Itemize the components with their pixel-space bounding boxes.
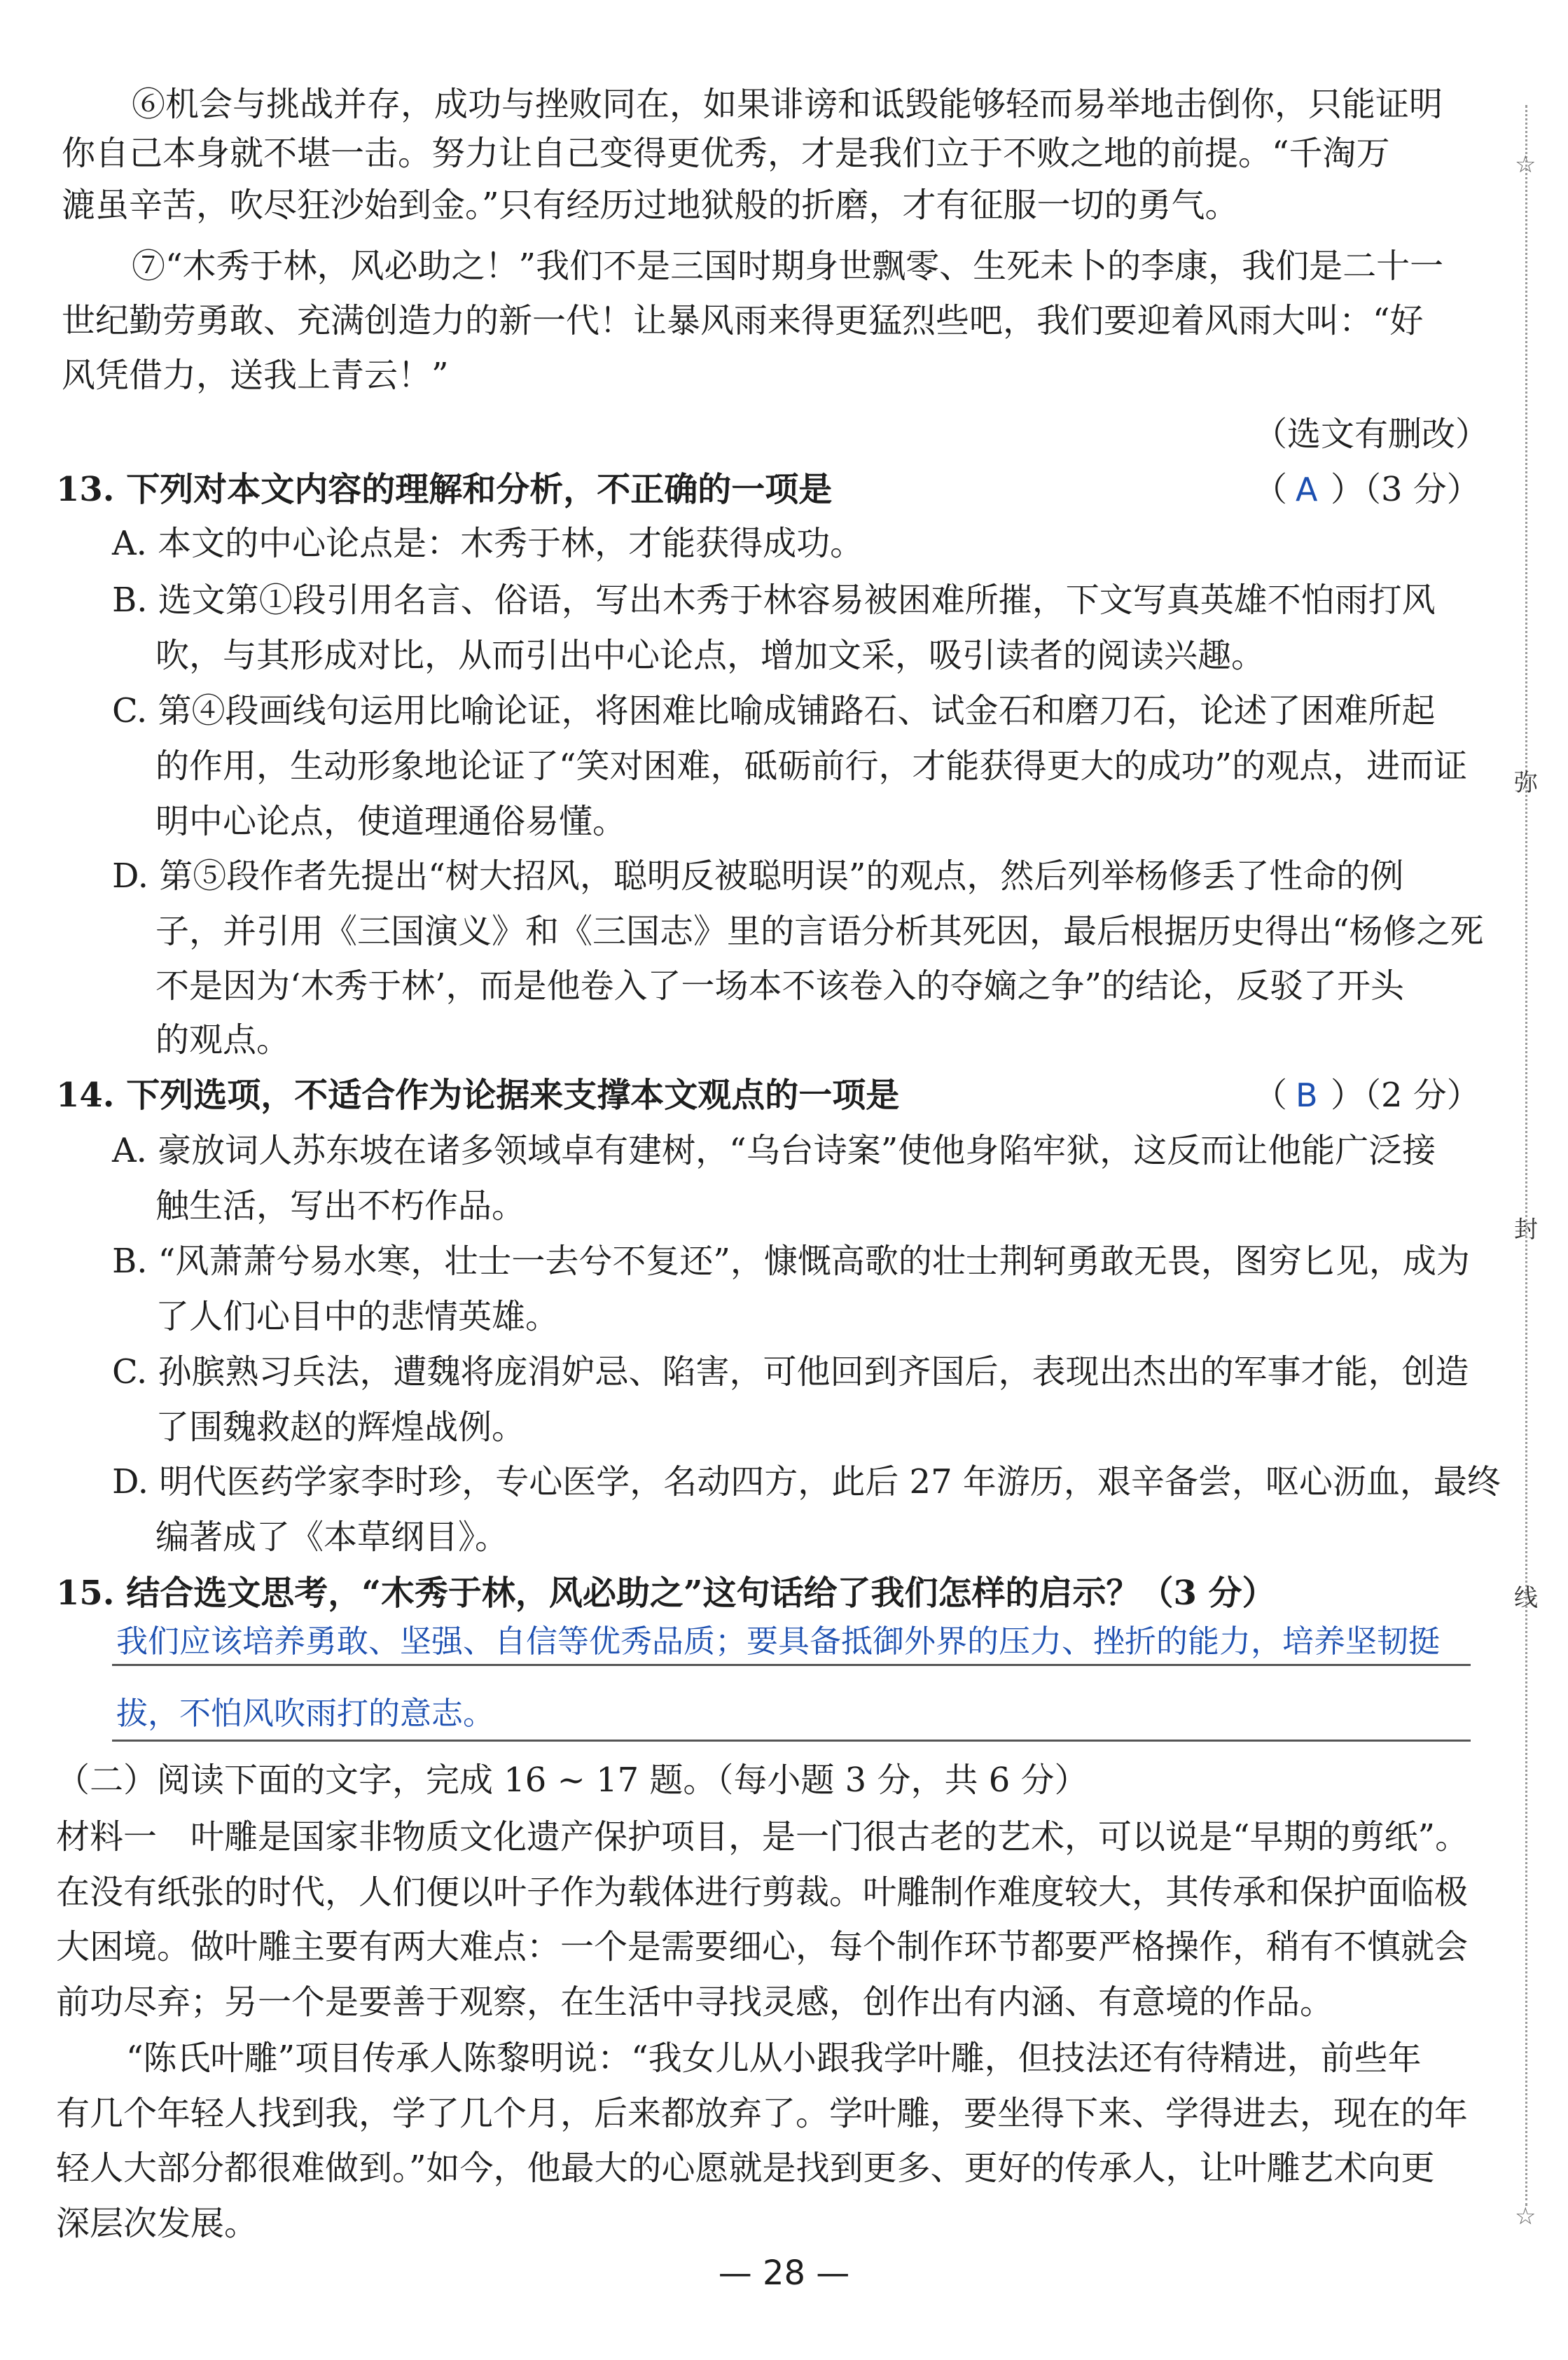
material-line: 有几个年轻人找到我，学了几个月，后来都放弃了。学叶雕，要坐得下来、学得进去，现在的年	[56, 2094, 1469, 2133]
margin-label-xian: 线	[1514, 1584, 1538, 1612]
q14-option-b-cont: 了人们心目中的悲情英雄。	[155, 1297, 560, 1336]
q13-paren-open: （	[1254, 470, 1288, 509]
source-note: （选文有删改）	[1254, 415, 1490, 454]
answer-rule	[112, 1664, 1471, 1666]
question-15-stem: 15. 结合选文思考，“木秀于林，风必助之”这句话给了我们怎样的启示？（3 分）	[56, 1574, 1276, 1613]
material-line: 大困境。做叶雕主要有两大难点：一个是需要细心，每个制作环节都要严格操作，稍有不慎就会	[56, 1927, 1469, 1966]
q14-option-d: D. 明代医药学家李时珍，专心医学，名动四方，此后 27 年游历，艰辛备尝，呕心沥血，最终	[112, 1462, 1501, 1501]
passage-line: ⑥机会与挑战并存，成功与挫败同在，如果诽谤和诋毁能够轻而易举地击倒你，只能证明	[132, 85, 1443, 124]
q13-option-d-cont: 不是因为‘木秀于林’，而是他卷入了一场本不该卷入的夺嫡之争”的结论，反驳了开头	[155, 966, 1405, 1006]
q14-paren-close: ）（2 分）	[1331, 1076, 1480, 1115]
q13-option-c-cont: 明中心论点，使道理通俗易懂。	[155, 802, 627, 841]
material-line: 材料一 叶雕是国家非物质文化遗产保护项目，是一门很古老的艺术，可以说是“早期的剪纸”。	[56, 1817, 1469, 1856]
q13-answer: A	[1296, 471, 1318, 508]
passage-line: 漉虽辛苦，吹尽狂沙始到金。”只有经历过地狱般的折磨，才有征服一切的勇气。	[62, 186, 1239, 225]
binding-line	[1525, 105, 1527, 2206]
material-line: 前功尽弃；另一个是要善于观察，在生活中寻找灵感，创作出有内涵、有意境的作品。	[56, 1983, 1334, 2022]
material-line: 在没有纸张的时代，人们便以叶子作为载体进行剪裁。叶雕制作难度较大，其传承和保护面临极	[56, 1873, 1469, 1912]
q13-option-c: C. 第④段画线句运用比喻论证，将困难比喻成铺路石、试金石和磨刀石，论述了困难所起	[112, 691, 1436, 730]
q14-option-a: A. 豪放词人苏东坡在诸多领域卓有建树，“乌台诗案”使他身陷牢狱，这反而让他能广泛接	[112, 1131, 1436, 1170]
passage-line: 世纪勤劳勇敢、充满创造力的新一代！让暴风雨来得更猛烈些吧，我们要迎着风雨大叫：“好	[62, 301, 1424, 340]
q15-answer-line: 拔，不怕风吹雨打的意志。	[116, 1695, 495, 1732]
material-line: 轻人大部分都很难做到。”如今，他最大的心愿就是找到更多、更好的传承人，让叶雕艺术向更	[56, 2149, 1435, 2188]
q14-option-a-cont: 触生活，写出不朽作品。	[155, 1186, 526, 1226]
star-icon: ☆	[1515, 151, 1536, 179]
passage-line: 风凭借力，送我上青云！”	[62, 356, 449, 395]
material-line: 深层次发展。	[56, 2204, 258, 2243]
q13-option-c-cont: 的作用，生动形象地论证了“笑对困难，砥砺前行，才能获得更大的成功”的观点，进而证	[155, 747, 1468, 786]
q15-answer-line: 我们应该培养勇敢、坚强、自信等优秀品质；要具备抵御外界的压力、挫折的能力，培养坚韧挺	[116, 1623, 1441, 1660]
material-line: “陈氏叶雕”项目传承人陈黎明说：“我女儿从小跟我学叶雕，但技法还有待精进，前些年	[126, 2039, 1422, 2078]
margin-label-feng: 封	[1514, 1216, 1538, 1244]
star-icon: ☆	[1515, 2202, 1536, 2230]
q13-option-d-cont: 子，并引用《三国演义》和《三国志》里的言语分析其死因，最后根据历史得出“杨修之死	[155, 912, 1484, 951]
q13-option-b-cont: 吹，与其形成对比，从而引出中心论点，增加文采，吸引读者的阅读兴趣。	[155, 636, 1265, 675]
page-number: — 28 —	[718, 2254, 850, 2293]
q13-option-a: A. 本文的中心论点是：木秀于林，才能获得成功。	[112, 524, 864, 563]
passage-line: 你自己本身就不堪一击。努力让自己变得更优秀，才是我们立于不败之地的前提。“千淘万	[62, 134, 1390, 173]
q13-option-b: B. 选文第①段引用名言、俗语，写出木秀于林容易被困难所摧，下文写真英雄不怕雨打风	[112, 581, 1436, 620]
question-14-stem: 14. 下列选项，不适合作为论据来支撑本文观点的一项是	[56, 1076, 900, 1115]
q13-paren-close: ）（3 分）	[1331, 470, 1480, 509]
section-heading: （二）阅读下面的文字，完成 16 ~ 17 题。（每小题 3 分，共 6 分）	[56, 1761, 1088, 1800]
q13-option-d: D. 第⑤段作者先提出“树大招风，聪明反被聪明误”的观点，然后列举杨修丢了性命的例	[112, 856, 1404, 896]
q13-option-d-cont: 的观点。	[155, 1020, 291, 1060]
q14-option-c: C. 孙膑熟习兵法，遭魏将庞涓妒忌、陷害，可他回到齐国后，表现出杰出的军事才能，创造	[112, 1352, 1469, 1391]
question-13-stem: 13. 下列对本文内容的理解和分析，不正确的一项是	[56, 470, 833, 509]
passage-line: ⑦“木秀于林，风必助之！”我们不是三国时期身世飘零、生死未卜的李康，我们是二十一	[132, 247, 1444, 286]
margin-label-mi: 弥	[1514, 769, 1538, 797]
q14-answer: B	[1296, 1076, 1318, 1114]
q14-paren-open: （	[1254, 1076, 1288, 1115]
q14-option-d-cont: 编著成了《本草纲目》。	[155, 1518, 509, 1557]
q14-option-c-cont: 了围魏救赵的辉煌战例。	[155, 1408, 526, 1447]
q14-option-b: B. “风萧萧兮易水寒，壮士一去兮不复还”，慷慨高歌的壮士荆轲勇敢无畏，图穷匕见，成为	[112, 1242, 1470, 1281]
answer-rule	[112, 1740, 1471, 1742]
